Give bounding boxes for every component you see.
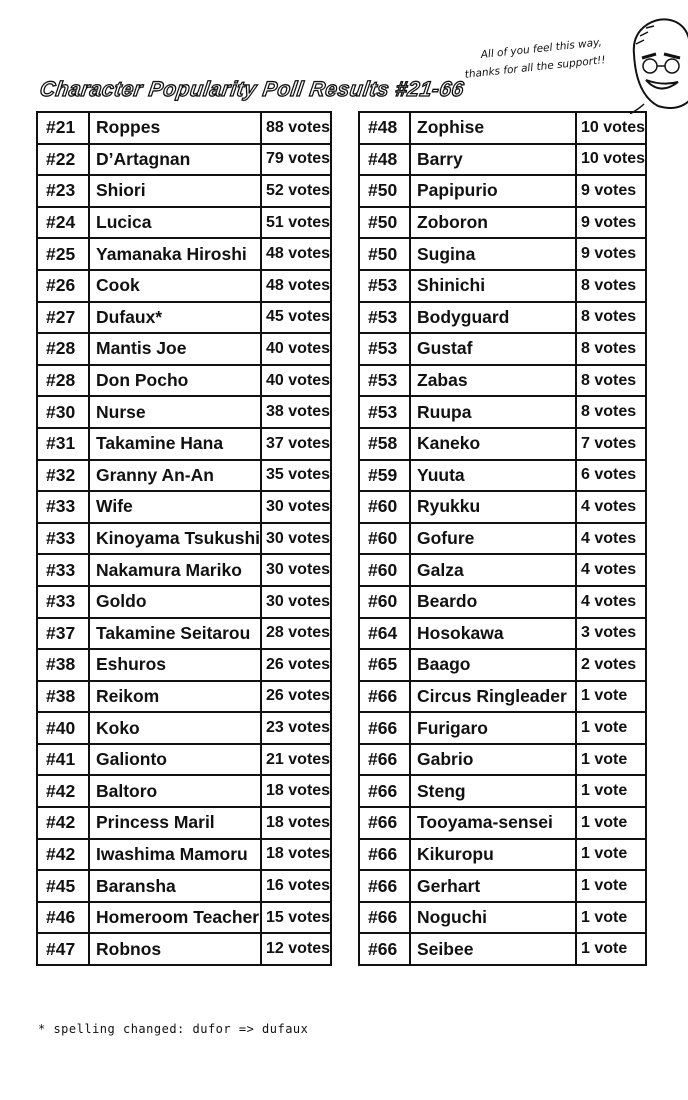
- table-row: [359, 175, 646, 207]
- table-row: [359, 207, 646, 239]
- votes-cell: 9 votes: [576, 238, 646, 270]
- name-cell: Granny An-An: [89, 460, 261, 492]
- votes-cell: 30 votes: [261, 586, 331, 618]
- votes-cell: 8 votes: [576, 270, 646, 302]
- table-row: [359, 112, 646, 144]
- table-row: [359, 649, 646, 681]
- name-cell: Princess Maril: [89, 807, 261, 839]
- name-cell: Sugina: [410, 238, 576, 270]
- rank-cell: #66: [359, 933, 410, 965]
- name-cell: Zabas: [410, 365, 576, 397]
- footnote: * spelling changed: dufor => dufaux: [38, 1022, 309, 1036]
- table-row: [37, 744, 331, 776]
- rank-cell: #50: [359, 175, 410, 207]
- rank-cell: #48: [359, 144, 410, 176]
- table-row: [359, 775, 646, 807]
- table-row: [359, 144, 646, 176]
- votes-cell: 1 vote: [576, 933, 646, 965]
- poll-table-left-body: [37, 112, 331, 965]
- rank-cell: #40: [37, 712, 89, 744]
- name-cell: Lucica: [89, 207, 261, 239]
- rank-cell: #66: [359, 839, 410, 871]
- page-title: Character Popularity Poll Results #21-66: [38, 78, 466, 101]
- votes-cell: 1 vote: [576, 807, 646, 839]
- name-cell: Seibee: [410, 933, 576, 965]
- rank-cell: #28: [37, 365, 89, 397]
- name-cell: Zophise: [410, 112, 576, 144]
- name-cell: Cook: [89, 270, 261, 302]
- votes-cell: 18 votes: [261, 775, 331, 807]
- table-row: [37, 775, 331, 807]
- votes-cell: 4 votes: [576, 586, 646, 618]
- table-row: [37, 112, 331, 144]
- name-cell: Koko: [89, 712, 261, 744]
- votes-cell: 10 votes: [576, 112, 646, 144]
- rank-cell: #53: [359, 396, 410, 428]
- rank-cell: #42: [37, 839, 89, 871]
- table-row: [359, 807, 646, 839]
- name-cell: Roppes: [89, 112, 261, 144]
- name-cell: Noguchi: [410, 902, 576, 934]
- votes-cell: 4 votes: [576, 554, 646, 586]
- rank-cell: #41: [37, 744, 89, 776]
- votes-cell: 1 vote: [576, 775, 646, 807]
- rank-cell: #21: [37, 112, 89, 144]
- table-row: [359, 365, 646, 397]
- table-row: [359, 618, 646, 650]
- name-cell: Hosokawa: [410, 618, 576, 650]
- table-row: [37, 839, 331, 871]
- name-cell: Yuuta: [410, 460, 576, 492]
- table-row: [359, 270, 646, 302]
- votes-cell: 1 vote: [576, 712, 646, 744]
- votes-cell: 18 votes: [261, 807, 331, 839]
- name-cell: Homeroom Teacher: [89, 902, 261, 934]
- votes-cell: 16 votes: [261, 870, 331, 902]
- thanks-line-1: All of you feel this way,: [480, 36, 603, 62]
- rank-cell: #58: [359, 428, 410, 460]
- table-row: [37, 144, 331, 176]
- name-cell: Wife: [89, 491, 261, 523]
- name-cell: Yamanaka Hiroshi: [89, 238, 261, 270]
- table-row: [37, 649, 331, 681]
- table-row: [359, 744, 646, 776]
- poll-table-right-body: [359, 112, 646, 965]
- name-cell: Shiori: [89, 175, 261, 207]
- votes-cell: 9 votes: [576, 175, 646, 207]
- name-cell: Takamine Hana: [89, 428, 261, 460]
- table-row: [37, 586, 331, 618]
- name-cell: Reikom: [89, 681, 261, 713]
- rank-cell: #31: [37, 428, 89, 460]
- table-row: [359, 870, 646, 902]
- votes-cell: 1 vote: [576, 870, 646, 902]
- rank-cell: #59: [359, 460, 410, 492]
- votes-cell: 52 votes: [261, 175, 331, 207]
- table-row: [359, 238, 646, 270]
- table-row: [359, 460, 646, 492]
- name-cell: Shinichi: [410, 270, 576, 302]
- table-row: [37, 365, 331, 397]
- table-row: [37, 902, 331, 934]
- name-cell: Ryukku: [410, 491, 576, 523]
- name-cell: Tooyama-sensei: [410, 807, 576, 839]
- table-row: [37, 460, 331, 492]
- votes-cell: 30 votes: [261, 491, 331, 523]
- votes-cell: 26 votes: [261, 681, 331, 713]
- name-cell: Gustaf: [410, 333, 576, 365]
- rank-cell: #25: [37, 238, 89, 270]
- rank-cell: #60: [359, 554, 410, 586]
- rank-cell: #22: [37, 144, 89, 176]
- name-cell: Galionto: [89, 744, 261, 776]
- rank-cell: #42: [37, 807, 89, 839]
- table-row: [37, 238, 331, 270]
- votes-cell: 3 votes: [576, 618, 646, 650]
- table-row: [37, 712, 331, 744]
- poll-table-right: [358, 111, 647, 966]
- rank-cell: #26: [37, 270, 89, 302]
- rank-cell: #53: [359, 270, 410, 302]
- rank-cell: #28: [37, 333, 89, 365]
- rank-cell: #65: [359, 649, 410, 681]
- name-cell: Baltoro: [89, 775, 261, 807]
- table-row: [359, 523, 646, 555]
- rank-cell: #37: [37, 618, 89, 650]
- votes-cell: 15 votes: [261, 902, 331, 934]
- name-cell: Iwashima Mamoru: [89, 839, 261, 871]
- rank-cell: #60: [359, 586, 410, 618]
- votes-cell: 4 votes: [576, 491, 646, 523]
- votes-cell: 4 votes: [576, 523, 646, 555]
- rank-cell: #50: [359, 207, 410, 239]
- table-row: [359, 839, 646, 871]
- name-cell: Robnos: [89, 933, 261, 965]
- rank-cell: #23: [37, 175, 89, 207]
- table-row: [37, 396, 331, 428]
- votes-cell: 1 vote: [576, 902, 646, 934]
- votes-cell: 35 votes: [261, 460, 331, 492]
- votes-cell: 21 votes: [261, 744, 331, 776]
- table-row: [37, 618, 331, 650]
- rank-cell: #66: [359, 712, 410, 744]
- rank-cell: #38: [37, 649, 89, 681]
- name-cell: Papipurio: [410, 175, 576, 207]
- rank-cell: #53: [359, 333, 410, 365]
- votes-cell: 40 votes: [261, 333, 331, 365]
- rank-cell: #66: [359, 807, 410, 839]
- rank-cell: #64: [359, 618, 410, 650]
- rank-cell: #66: [359, 870, 410, 902]
- author-face-illustration: [630, 14, 688, 114]
- votes-cell: 1 vote: [576, 681, 646, 713]
- name-cell: Dufaux*: [89, 302, 261, 334]
- rank-cell: #33: [37, 523, 89, 555]
- name-cell: Steng: [410, 775, 576, 807]
- table-row: [37, 807, 331, 839]
- rank-cell: #60: [359, 523, 410, 555]
- votes-cell: 8 votes: [576, 396, 646, 428]
- table-row: [359, 586, 646, 618]
- table-row: [37, 302, 331, 334]
- votes-cell: 51 votes: [261, 207, 331, 239]
- table-row: [37, 491, 331, 523]
- name-cell: Mantis Joe: [89, 333, 261, 365]
- votes-cell: 28 votes: [261, 618, 331, 650]
- table-row: [359, 902, 646, 934]
- table-row: [37, 681, 331, 713]
- votes-cell: 38 votes: [261, 396, 331, 428]
- name-cell: Circus Ringleader: [410, 681, 576, 713]
- votes-cell: 23 votes: [261, 712, 331, 744]
- name-cell: Baago: [410, 649, 576, 681]
- name-cell: Nurse: [89, 396, 261, 428]
- votes-cell: 12 votes: [261, 933, 331, 965]
- votes-cell: 8 votes: [576, 333, 646, 365]
- table-row: [359, 554, 646, 586]
- name-cell: Baransha: [89, 870, 261, 902]
- votes-cell: 26 votes: [261, 649, 331, 681]
- votes-cell: 10 votes: [576, 144, 646, 176]
- poll-table-left: [36, 111, 332, 966]
- name-cell: Kaneko: [410, 428, 576, 460]
- rank-cell: #66: [359, 902, 410, 934]
- votes-cell: 8 votes: [576, 302, 646, 334]
- rank-cell: #48: [359, 112, 410, 144]
- name-cell: Gerhart: [410, 870, 576, 902]
- rank-cell: #47: [37, 933, 89, 965]
- rank-cell: #53: [359, 302, 410, 334]
- votes-cell: 9 votes: [576, 207, 646, 239]
- rank-cell: #27: [37, 302, 89, 334]
- table-row: [359, 428, 646, 460]
- votes-cell: 7 votes: [576, 428, 646, 460]
- rank-cell: #42: [37, 775, 89, 807]
- name-cell: Gofure: [410, 523, 576, 555]
- table-row: [359, 933, 646, 965]
- votes-cell: 48 votes: [261, 270, 331, 302]
- votes-cell: 48 votes: [261, 238, 331, 270]
- table-row: [359, 712, 646, 744]
- name-cell: Galza: [410, 554, 576, 586]
- rank-cell: #45: [37, 870, 89, 902]
- name-cell: Furigaro: [410, 712, 576, 744]
- votes-cell: 40 votes: [261, 365, 331, 397]
- rank-cell: #60: [359, 491, 410, 523]
- name-cell: Barry: [410, 144, 576, 176]
- votes-cell: 88 votes: [261, 112, 331, 144]
- name-cell: Bodyguard: [410, 302, 576, 334]
- votes-cell: 30 votes: [261, 523, 331, 555]
- table-row: [359, 302, 646, 334]
- rank-cell: #24: [37, 207, 89, 239]
- votes-cell: 1 vote: [576, 744, 646, 776]
- table-row: [37, 428, 331, 460]
- rank-cell: #46: [37, 902, 89, 934]
- votes-cell: 79 votes: [261, 144, 331, 176]
- name-cell: Eshuros: [89, 649, 261, 681]
- table-row: [37, 554, 331, 586]
- table-row: [37, 270, 331, 302]
- votes-cell: 18 votes: [261, 839, 331, 871]
- name-cell: Nakamura Mariko: [89, 554, 261, 586]
- name-cell: Kikuropu: [410, 839, 576, 871]
- table-row: [37, 175, 331, 207]
- rank-cell: #30: [37, 396, 89, 428]
- table-row: [37, 870, 331, 902]
- rank-cell: #66: [359, 775, 410, 807]
- name-cell: Takamine Seitarou: [89, 618, 261, 650]
- table-row: [37, 333, 331, 365]
- name-cell: Don Pocho: [89, 365, 261, 397]
- votes-cell: 8 votes: [576, 365, 646, 397]
- name-cell: D’Artagnan: [89, 144, 261, 176]
- votes-cell: 6 votes: [576, 460, 646, 492]
- table-row: [359, 396, 646, 428]
- rank-cell: #38: [37, 681, 89, 713]
- rank-cell: #32: [37, 460, 89, 492]
- votes-cell: 2 votes: [576, 649, 646, 681]
- votes-cell: 1 vote: [576, 839, 646, 871]
- thanks-note: [462, 30, 640, 84]
- votes-cell: 45 votes: [261, 302, 331, 334]
- table-row: [37, 933, 331, 965]
- name-cell: Goldo: [89, 586, 261, 618]
- rank-cell: #66: [359, 681, 410, 713]
- rank-cell: #53: [359, 365, 410, 397]
- votes-cell: 30 votes: [261, 554, 331, 586]
- name-cell: Kinoyama Tsukushi: [89, 523, 261, 555]
- name-cell: Gabrio: [410, 744, 576, 776]
- thanks-line-2: thanks for all the support!!: [464, 54, 607, 81]
- name-cell: Ruupa: [410, 396, 576, 428]
- table-row: [359, 491, 646, 523]
- table-row: [359, 681, 646, 713]
- name-cell: Zoboron: [410, 207, 576, 239]
- table-row: [37, 207, 331, 239]
- table-row: [359, 333, 646, 365]
- rank-cell: #33: [37, 586, 89, 618]
- table-row: [37, 523, 331, 555]
- rank-cell: #66: [359, 744, 410, 776]
- name-cell: Beardo: [410, 586, 576, 618]
- rank-cell: #33: [37, 491, 89, 523]
- rank-cell: #50: [359, 238, 410, 270]
- rank-cell: #33: [37, 554, 89, 586]
- votes-cell: 37 votes: [261, 428, 331, 460]
